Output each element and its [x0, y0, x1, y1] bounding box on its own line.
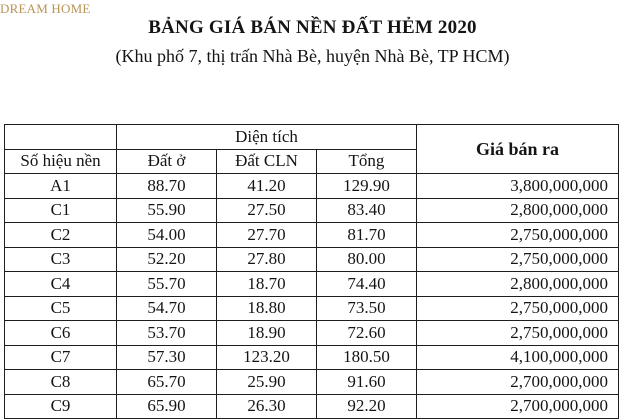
- header-dien-tich: Diện tích: [117, 125, 417, 150]
- cell-tong: 92.20: [317, 394, 417, 419]
- cell-so-hieu-nen: C7: [5, 345, 117, 370]
- cell-dat-cln: 41.20: [217, 174, 317, 199]
- cell-so-hieu-nen: C4: [5, 272, 117, 297]
- cell-gia: 4,100,000,000: [417, 345, 619, 370]
- cell-tong: 83.40: [317, 198, 417, 223]
- table-row: [5, 174, 619, 199]
- table-row: [5, 247, 619, 272]
- cell-gia: 2,750,000,000: [417, 247, 619, 272]
- cell-so-hieu-nen: C3: [5, 247, 117, 272]
- table-group-header-row: [5, 125, 619, 150]
- cell-dat-o: 55.70: [117, 272, 217, 297]
- cell-gia: 2,700,000,000: [417, 394, 619, 419]
- cell-dat-o: 65.90: [117, 394, 217, 419]
- page-subtitle: (Khu phố 7, thị trấn Nhà Bè, huyện Nhà Bè, TP HCM): [115, 46, 510, 66]
- header-tong: Tổng: [317, 149, 417, 174]
- cell-gia: 2,750,000,000: [417, 296, 619, 321]
- cell-gia: 2,800,000,000: [417, 198, 619, 223]
- cell-tong: 180.50: [317, 345, 417, 370]
- header-so-hieu-nen: Số hiệu nền: [5, 149, 117, 174]
- cell-so-hieu-nen: C8: [5, 370, 117, 395]
- cell-gia: 2,750,000,000: [417, 321, 619, 346]
- cell-dat-cln: 27.50: [217, 198, 317, 223]
- table-row: [5, 345, 619, 370]
- cell-gia: 2,750,000,000: [417, 223, 619, 248]
- cell-gia: 3,800,000,000: [417, 174, 619, 199]
- cell-dat-o: 54.00: [117, 223, 217, 248]
- cell-dat-cln: 123.20: [217, 345, 317, 370]
- cell-dat-cln: 18.90: [217, 321, 317, 346]
- cell-dat-o: 52.20: [117, 247, 217, 272]
- cell-tong: 91.60: [317, 370, 417, 395]
- cell-dat-o: 54.70: [117, 296, 217, 321]
- table-row: [5, 394, 619, 419]
- cell-tong: 72.60: [317, 321, 417, 346]
- table-row: [5, 296, 619, 321]
- header-dat-o: Đất ở: [117, 149, 217, 174]
- price-table: [4, 124, 619, 419]
- cell-tong: 73.50: [317, 296, 417, 321]
- cell-so-hieu-nen: C5: [5, 296, 117, 321]
- header-dat-cln: Đất CLN: [217, 149, 317, 174]
- cell-dat-o: 57.30: [117, 345, 217, 370]
- cell-dat-o: 88.70: [117, 174, 217, 199]
- cell-so-hieu-nen: A1: [5, 174, 117, 199]
- cell-dat-cln: 18.80: [217, 296, 317, 321]
- cell-dat-o: 53.70: [117, 321, 217, 346]
- cell-dat-o: 65.70: [117, 370, 217, 395]
- cell-tong: 80.00: [317, 247, 417, 272]
- cell-dat-o: 55.90: [117, 198, 217, 223]
- table-row: [5, 272, 619, 297]
- table-row: [5, 370, 619, 395]
- header-gia-ban-ra: Giá bán ra: [417, 125, 619, 174]
- table-body: [5, 174, 619, 419]
- cell-so-hieu-nen: C9: [5, 394, 117, 419]
- table-row: [5, 223, 619, 248]
- cell-tong: 129.90: [317, 174, 417, 199]
- header-corner-cell: [5, 125, 117, 150]
- cell-gia: 2,800,000,000: [417, 272, 619, 297]
- brand-watermark: DREAM HOME: [0, 1, 91, 16]
- cell-so-hieu-nen: C1: [5, 198, 117, 223]
- cell-tong: 74.40: [317, 272, 417, 297]
- cell-gia: 2,700,000,000: [417, 370, 619, 395]
- cell-dat-cln: 25.90: [217, 370, 317, 395]
- cell-dat-cln: 26.30: [217, 394, 317, 419]
- cell-so-hieu-nen: C2: [5, 223, 117, 248]
- cell-dat-cln: 27.70: [217, 223, 317, 248]
- cell-dat-cln: 18.70: [217, 272, 317, 297]
- cell-tong: 81.70: [317, 223, 417, 248]
- cell-so-hieu-nen: C6: [5, 321, 117, 346]
- table-row: [5, 321, 619, 346]
- table-row: [5, 198, 619, 223]
- page-title: BẢNG GIÁ BÁN NỀN ĐẤT HẺM 2020: [148, 17, 477, 38]
- cell-dat-cln: 27.80: [217, 247, 317, 272]
